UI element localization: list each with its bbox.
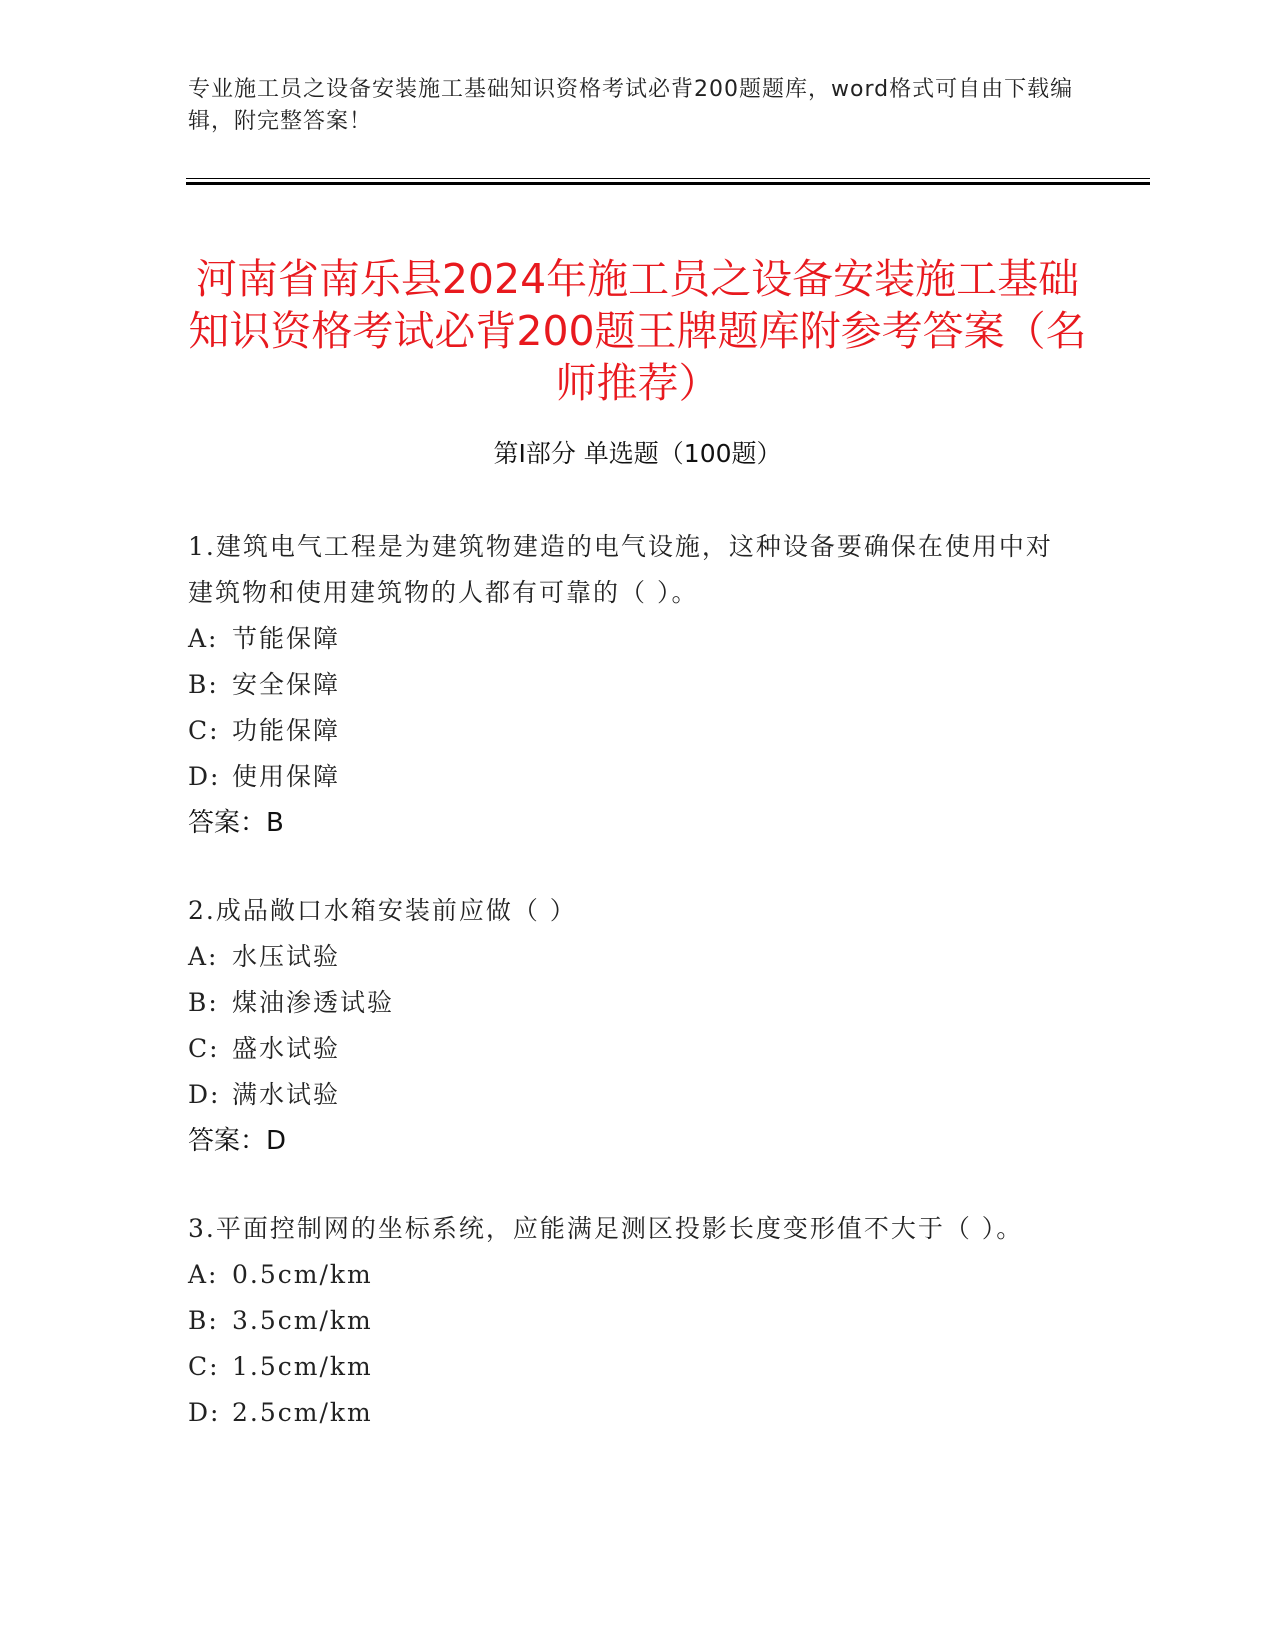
document-title: 河南省南乐县2024年施工员之设备安装施工基础知识资格考试必背200题王牌题库附参考答案（名师推荐） [188,255,1087,408]
option-text: 1.5cm/km [232,1352,373,1381]
option-b [188,1298,1068,1344]
option-text: 使用保障 [232,762,341,791]
option-text: 节能保障 [232,624,341,653]
option-c [188,708,1068,754]
option-c [188,1026,1068,1072]
section-title: 第Ⅰ部分 单选题（100题） [493,439,782,468]
option-b [188,662,1068,708]
option-b [188,980,1068,1026]
option-letter: A: [188,624,219,653]
option-letter: D: [188,762,221,791]
option-letter: D: [188,1080,221,1109]
header-note: 专业施工员之设备安装施工基础知识资格考试必背200题题库，word格式可自由下载编辑，附完整答案！ [188,77,1074,134]
option-text: 3.5cm/km [232,1306,373,1335]
option-letter: C: [188,716,220,745]
option-letter: B: [188,1306,219,1335]
option-letter: B: [188,988,219,1017]
option-letter: A: [188,1260,219,1289]
question-3 [188,1206,1068,1436]
option-text: 煤油渗透试验 [232,988,395,1017]
header-divider-thin [186,178,1150,179]
option-d [188,1390,1068,1436]
question-2 [188,888,1068,1164]
question-1 [188,524,1068,846]
option-letter: A: [188,942,219,971]
option-text: 安全保障 [232,670,341,699]
question-stem: 1.建筑电气工程是为建筑物建造的电气设施，这种设备要确保在使用中对建筑物和使用建筑物的人都有可靠的（ ）。 [188,532,1053,607]
option-d [188,754,1068,800]
option-letter: C: [188,1034,220,1063]
option-text: 满水试验 [232,1080,341,1109]
option-a [188,934,1068,980]
option-d [188,1072,1068,1118]
option-a [188,616,1068,662]
option-c [188,1344,1068,1390]
question-stem: 2.成品敞口水箱安装前应做（ ） [188,896,577,925]
option-a [188,1252,1068,1298]
answer: 答案：B [188,808,284,838]
option-text: 2.5cm/km [232,1398,373,1427]
option-text: 水压试验 [232,942,341,971]
option-text: 盛水试验 [232,1034,341,1063]
answer: 答案：D [188,1126,287,1156]
header-divider-thick [186,182,1150,185]
option-text: 0.5cm/km [232,1260,373,1289]
question-stem: 3.平面控制网的坐标系统，应能满足测区投影长度变形值不大于（ ）。 [188,1214,1024,1243]
option-letter: C: [188,1352,220,1381]
option-letter: B: [188,670,219,699]
option-letter: D: [188,1398,221,1427]
option-text: 功能保障 [232,716,341,745]
